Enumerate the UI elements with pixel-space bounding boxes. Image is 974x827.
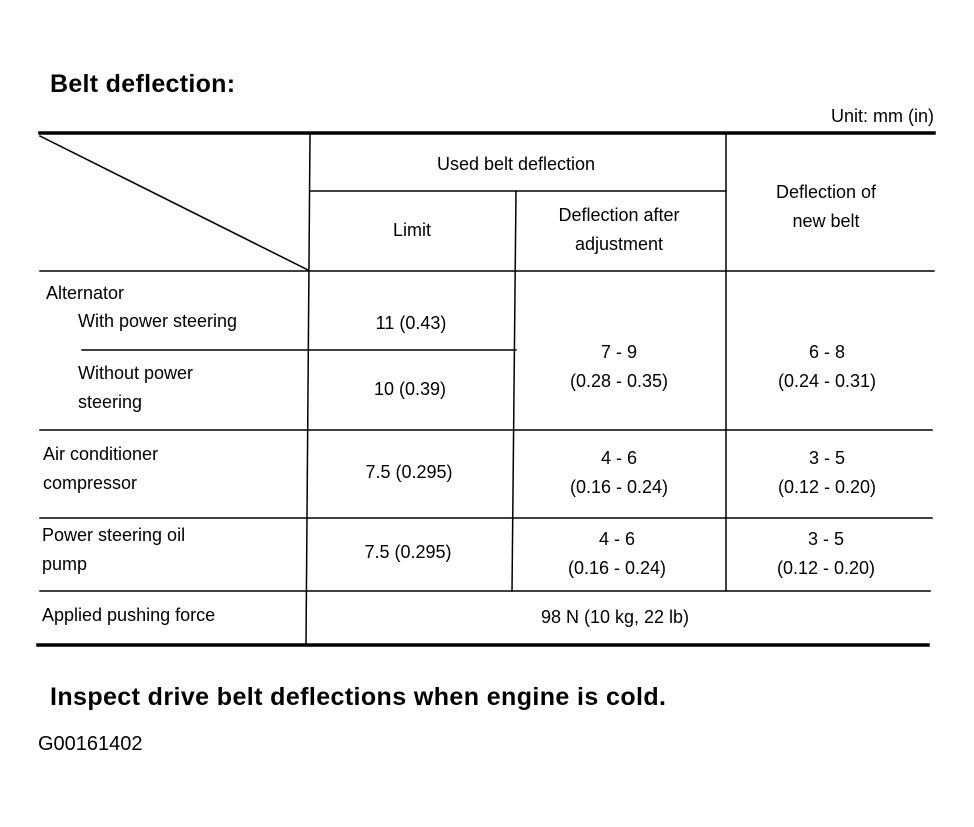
alternator-without-ps-limit: 10 (0.39): [373, 379, 447, 399]
row-label-alternator: Alternator: [46, 283, 125, 303]
alternator-new-belt-line1: 6 - 8: [808, 342, 846, 362]
figure-code: G00161402: [38, 733, 143, 755]
alternator-with-ps-limit: 11 (0.43): [375, 313, 447, 333]
row-label-with-power-steering: With power steering: [78, 311, 238, 331]
header-used-belt-deflection: Used belt deflection: [436, 154, 596, 174]
page-title: Belt deflection:: [50, 70, 236, 98]
ps-pump-after-adjustment-line1: 4 - 6: [598, 529, 636, 549]
row-label-ac-compressor-line2: compressor: [43, 473, 138, 493]
header-deflection-after-adjustment-line2: adjustment: [574, 234, 664, 254]
row-label-without-power-steering-line1: Without power: [78, 363, 194, 383]
ac-after-adjustment-line2: (0.16 - 0.24): [569, 477, 669, 497]
applied-pushing-force-value: 98 N (10 kg, 22 lb): [540, 607, 690, 627]
ac-after-adjustment-line1: 4 - 6: [600, 448, 638, 468]
ps-pump-limit: 7.5 (0.295): [364, 542, 452, 562]
ac-new-belt-line2: (0.12 - 0.20): [777, 477, 877, 497]
header-limit: Limit: [392, 220, 432, 240]
row-label-without-power-steering-line2: steering: [78, 392, 143, 412]
unit-label: Unit: mm (in): [831, 106, 934, 126]
alternator-after-adjustment-line2: (0.28 - 0.35): [569, 371, 669, 391]
row-label-ac-compressor-line1: Air conditioner: [43, 444, 159, 464]
row-label-ps-pump-line2: pump: [42, 554, 88, 574]
inspection-note: Inspect drive belt deflections when engine is cold.: [50, 683, 667, 711]
ps-pump-new-belt-line2: (0.12 - 0.20): [776, 558, 876, 578]
row-label-ps-pump-line1: Power steering oil: [42, 525, 186, 545]
header-deflection-new-belt-line2: new belt: [792, 211, 860, 231]
alternator-new-belt-line2: (0.24 - 0.31): [777, 371, 877, 391]
ps-pump-new-belt-line1: 3 - 5: [807, 529, 845, 549]
ac-limit: 7.5 (0.295): [365, 462, 453, 482]
row-label-applied-pushing-force: Applied pushing force: [42, 605, 216, 625]
ac-new-belt-line1: 3 - 5: [808, 448, 846, 468]
header-deflection-new-belt-line1: Deflection of: [775, 182, 877, 202]
alternator-after-adjustment-line1: 7 - 9: [600, 342, 638, 362]
ps-pump-after-adjustment-line2: (0.16 - 0.24): [567, 558, 667, 578]
header-deflection-after-adjustment-line1: Deflection after: [558, 205, 680, 225]
